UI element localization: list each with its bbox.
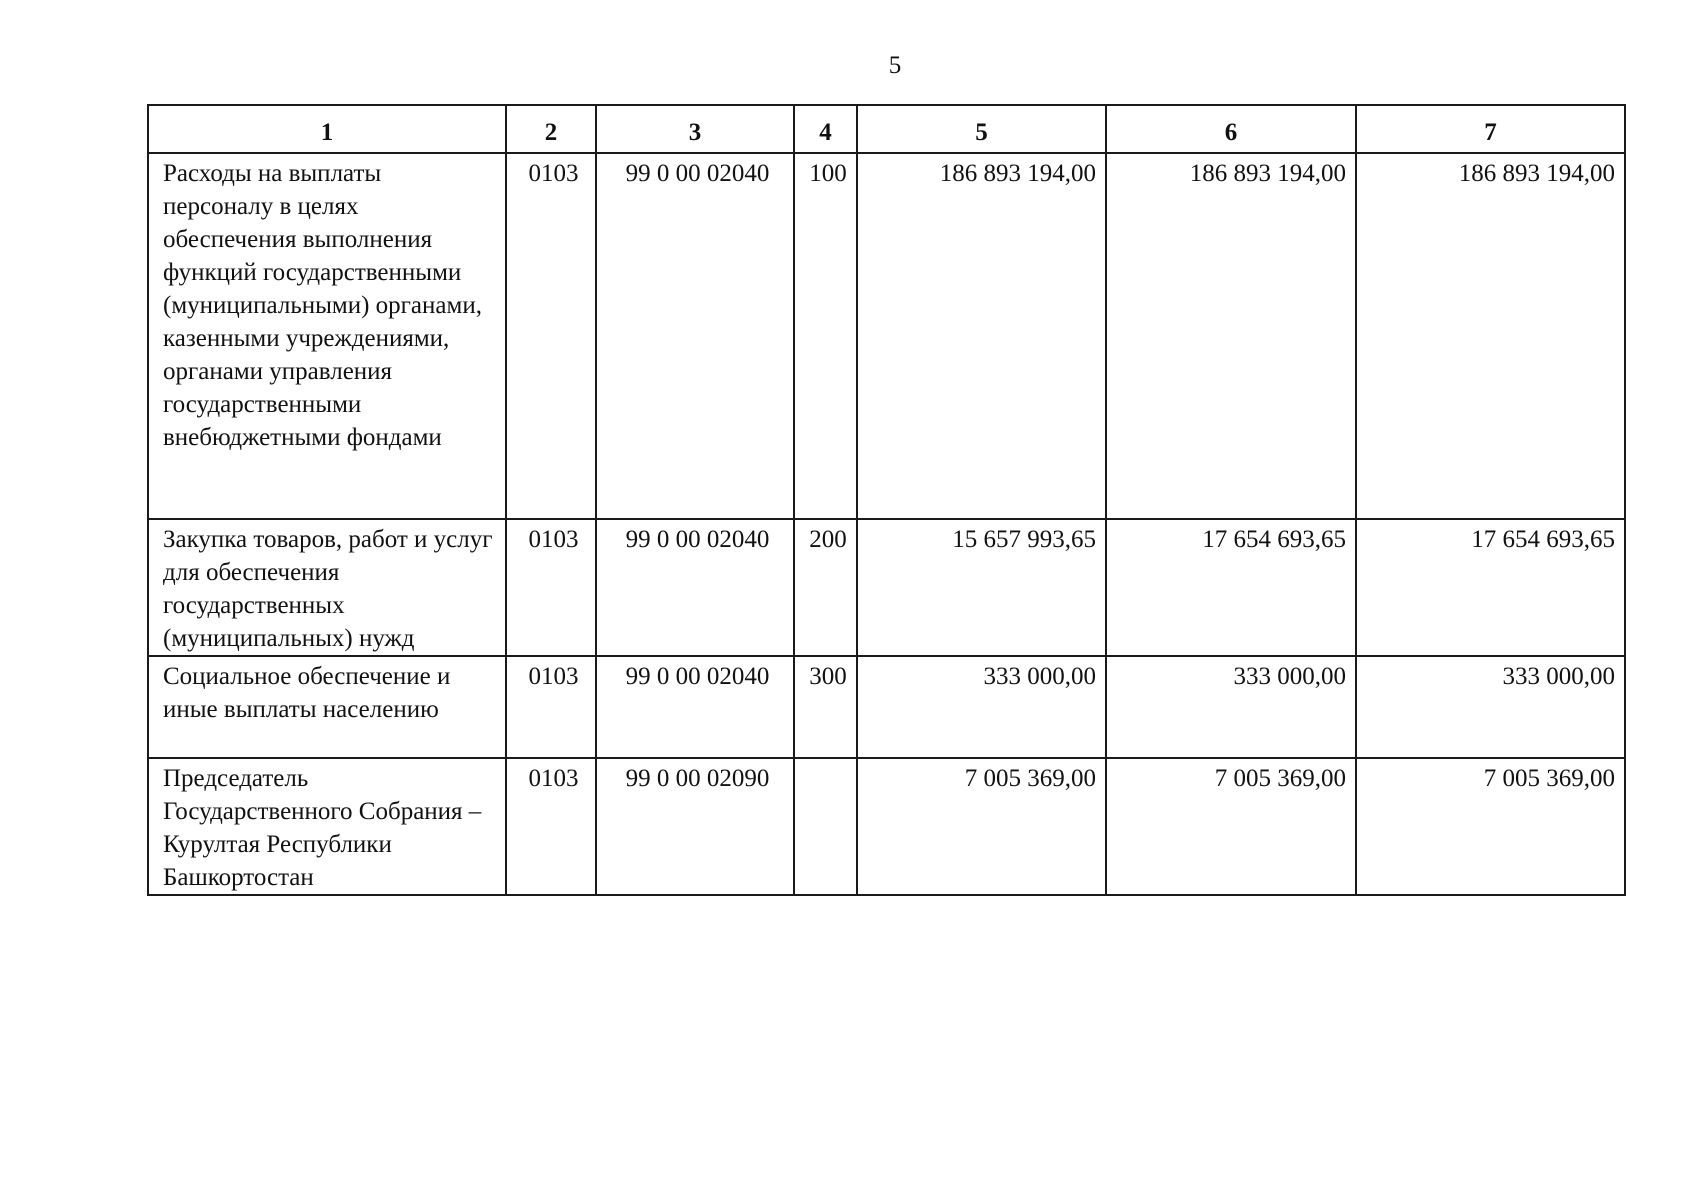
column-header: 4 [794, 105, 857, 153]
page-number: 5 [888, 52, 902, 79]
amount-cell: 7 005 369,00 [857, 758, 1106, 895]
column-header: 3 [596, 105, 794, 153]
expense-type-cell [794, 758, 857, 895]
amount-cell: 333 000,00 [1106, 656, 1356, 758]
table-header-row [148, 105, 1625, 153]
amount-cell: 186 893 194,00 [857, 153, 1106, 519]
table-row [148, 758, 1625, 895]
amount-cell: 17 654 693,65 [1356, 519, 1625, 656]
section-code-cell: 0103 [506, 153, 596, 519]
expense-type-cell: 200 [794, 519, 857, 656]
article-code-cell: 99 0 00 02090 [596, 758, 794, 895]
amount-cell: 333 000,00 [857, 656, 1106, 758]
column-header: 1 [148, 105, 506, 153]
expense-type-cell: 300 [794, 656, 857, 758]
amount-cell: 186 893 194,00 [1106, 153, 1356, 519]
table-row [148, 656, 1625, 758]
amount-cell: 333 000,00 [1356, 656, 1625, 758]
table-row [148, 153, 1625, 519]
section-code-cell: 0103 [506, 519, 596, 656]
article-code-cell: 99 0 00 02040 [596, 656, 794, 758]
row-name-cell: Социальное обеспечение и иные выплаты населению [148, 656, 506, 758]
section-code-cell: 0103 [506, 758, 596, 895]
column-header: 6 [1106, 105, 1356, 153]
table-row [148, 519, 1625, 656]
column-header: 7 [1356, 105, 1625, 153]
row-name-cell: Расходы на выплаты персоналу в целях обеспечения выполнения функций государственными (муниципальными) органами, казенными учреждениями, органами управления государственными внебюджетными фондами [148, 153, 506, 519]
amount-cell: 186 893 194,00 [1356, 153, 1625, 519]
expense-type-cell: 100 [794, 153, 857, 519]
budget-table [147, 104, 1626, 896]
column-header: 2 [506, 105, 596, 153]
amount-cell: 17 654 693,65 [1106, 519, 1356, 656]
amount-cell: 7 005 369,00 [1106, 758, 1356, 895]
row-name-cell: Председатель Государственного Собрания – Курултая Республики Башкортостан [148, 758, 506, 895]
amount-cell: 7 005 369,00 [1356, 758, 1625, 895]
column-header: 5 [857, 105, 1106, 153]
article-code-cell: 99 0 00 02040 [596, 153, 794, 519]
section-code-cell: 0103 [506, 656, 596, 758]
amount-cell: 15 657 993,65 [857, 519, 1106, 656]
row-name-cell: Закупка товаров, работ и услуг для обеспечения государственных (муниципальных) нужд [148, 519, 506, 656]
article-code-cell: 99 0 00 02040 [596, 519, 794, 656]
